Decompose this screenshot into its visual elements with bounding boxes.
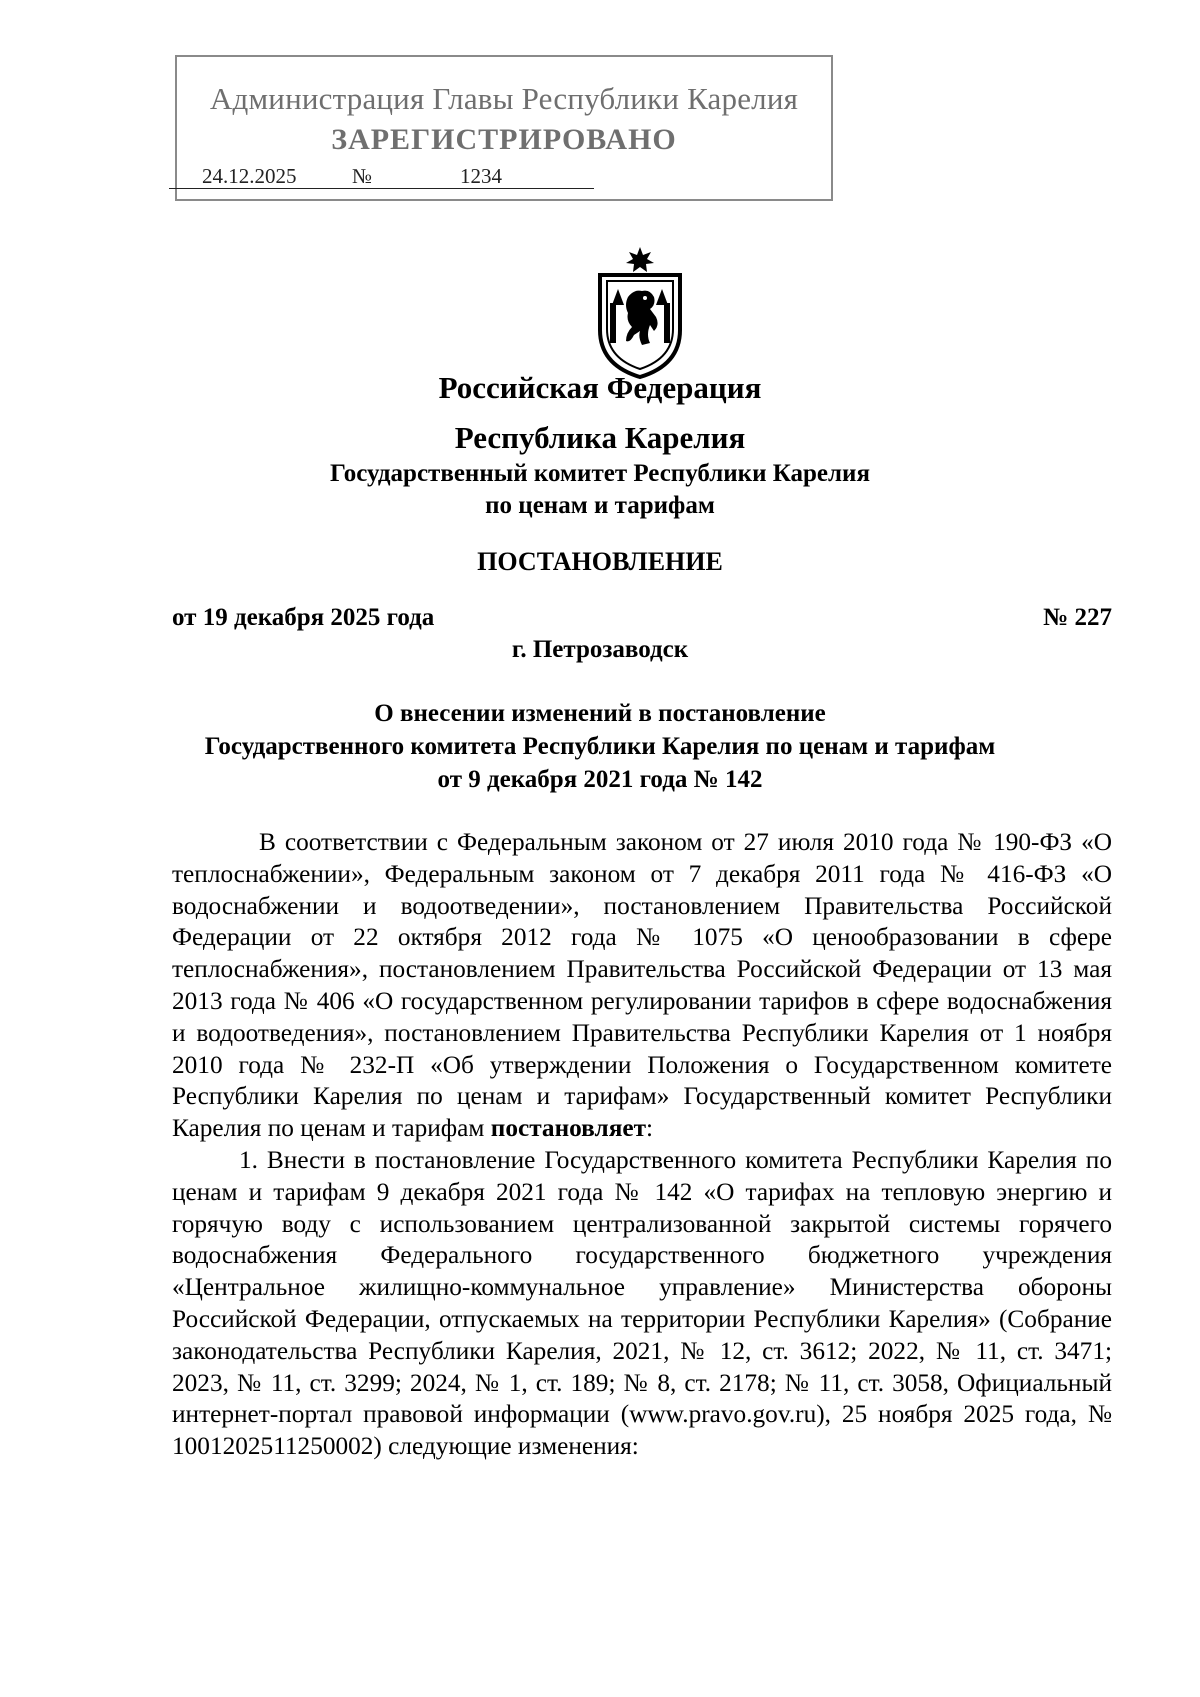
document-type: ПОСТАНОВЛЕНИЕ [477, 547, 723, 576]
agency-line-1: Государственный комитет Республики Карелия [330, 460, 870, 487]
title-line-1: О внесении изменений в постановление [374, 700, 826, 727]
document-number: № 227 [1043, 604, 1112, 631]
preamble-text: В соответствии с Федеральным законом от 27 июля 2010 года № 190-ФЗ «О теплоснабжении», Федеральным законом от 7 декабря 2011 года № 416-ФЗ «О водоснабжении и водоотведении», постановлением Правительства Российской Федерации от 22 октября 2012 года № 1075 «О ценообразовании в сфере теплоснабжения», постановлением Правительства Российской Федерации от 13 мая 2013 года № 406 «О государственном регулировании тарифов в сфере водоснабжения и водоотведения», постановлением Правительства Республики Карелия от 1 ноября 2010 года № 232-П «Об утверждении Положения о Государственном комитете Республики Карелия по ценам и тарифам» Государственный комитет Республики Карелия по ценам и тарифам [172, 828, 1112, 1143]
agency-line-2: по ценам и тарифам [485, 492, 715, 519]
karelia-coat-of-arms-icon [590, 245, 690, 380]
stamp-number-sign: № [352, 164, 373, 188]
item-1-paragraph: 1. Внести в постановление Государственного комитета Республики Карелия по ценам и тарифам 9 декабря 2021 года № 142 «О тарифах на тепловую энергию и горячую воду с использованием централизованной закрытой системы горячего водоснабжения Федерального государственного бюджетного учреждения «Центральное жилищно-коммунальное управление» Министерства обороны Российской Федерации, отпускаемых на территории Республики Карелия» (Собрание законодательства Республики Карелия, 2021, № 12, ст. 3612; 2022, № 11, ст. 3471; 2023, № 11, ст. 3299; 2024, № 1, ст. 189; № 8, ст. 2178; № 11, ст. 3058, Официальный интернет-портал правовой информации (www.pravo.gov.ru), 25 ноября 2025 года, № 1001202511250002) следующие изменения: [172, 1145, 1112, 1461]
title-line-2: Государственного комитета Республики Карелия по ценам и тарифам [204, 733, 996, 760]
stamp-organization: Администрация Главы Республики Карелия [209, 81, 799, 116]
stamp-status: ЗАРЕГИСТРИРОВАНО [331, 123, 677, 156]
decree-colon: : [646, 1114, 654, 1143]
title-line-3: от 9 декабря 2021 года № 142 [437, 766, 763, 793]
decree-word: постановляет [490, 1114, 647, 1143]
registration-stamp [175, 55, 833, 201]
stamp-date: 24.12.2025 [202, 164, 297, 188]
preamble-paragraph [172, 827, 1112, 1145]
document-date: от 19 декабря 2025 года [172, 604, 435, 631]
document-body [172, 827, 1112, 1463]
stamp-number: 1234 [460, 164, 502, 188]
country-heading: Российская Федерация [438, 370, 762, 405]
document-city: г. Петрозаводск [511, 636, 689, 663]
region-heading: Республика Карелия [454, 420, 746, 455]
